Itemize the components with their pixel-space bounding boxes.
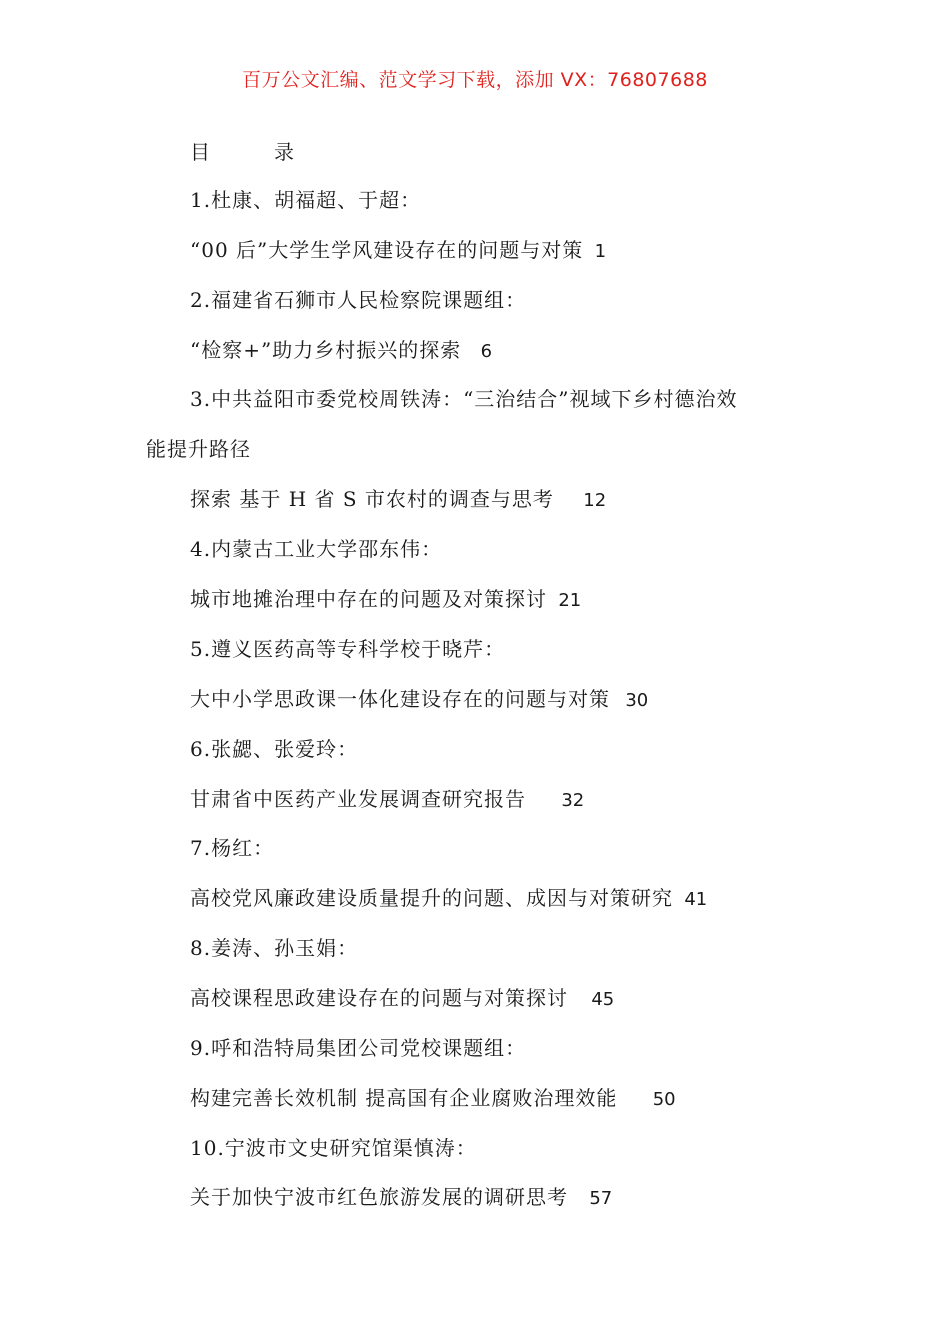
toc-entry-7-line [190, 884, 707, 914]
toc-entry-5-line [190, 685, 648, 715]
toc-entry-9-page: 50 [652, 1089, 676, 1110]
toc-entry-2-page: 6 [480, 341, 493, 362]
toc-entry-1-page: 1 [594, 241, 607, 262]
toc-entry-10-heading: 10.宁波市文史研究馆渠慎涛： [190, 1136, 477, 1160]
toc-entry-10-line [190, 1183, 612, 1213]
toc-entry-4-title: 城市地摊治理中存在的问题及对策探讨 [190, 587, 547, 611]
toc-entry-6-line [190, 785, 584, 815]
toc-entry-5-title: 大中小学思政课一体化建设存在的问题与对策 [190, 687, 610, 711]
toc-entry-10-page: 57 [589, 1188, 613, 1209]
toc-entry-9-heading: 9.呼和浩特局集团公司党校课题组： [190, 1036, 527, 1060]
toc-entry-3-title: 探索 基于 H 省 S 市农村的调查与思考 [190, 487, 554, 511]
toc-entry-8-heading: 8.姜涛、孙玉娟： [190, 936, 359, 960]
toc-entry-2-title: “检察+”助力乡村振兴的探索 [190, 338, 462, 362]
toc-entry-7-title: 高校党风廉政建设质量提升的问题、成因与对策研究 [190, 886, 673, 910]
toc-entry-7-page: 41 [684, 889, 708, 910]
toc-entry-6-page: 32 [561, 790, 585, 811]
toc-entry-4-line [190, 585, 581, 615]
toc-title: 目 录 [190, 140, 316, 164]
toc-entry-10-title: 关于加快宁波市红色旅游发展的调研思考 [190, 1185, 568, 1209]
toc-entry-8-page: 45 [591, 989, 615, 1010]
toc-entry-3-page: 12 [583, 490, 607, 511]
toc-entry-5-page: 30 [625, 690, 649, 711]
toc-entry-4-page: 21 [558, 590, 582, 611]
toc-entry-4-heading: 4.内蒙古工业大学邵东伟： [190, 537, 443, 561]
toc-entry-2-heading: 2.福建省石狮市人民检察院课题组： [190, 288, 527, 312]
toc-entry-8-title: 高校课程思政建设存在的问题与对策探讨 [190, 986, 568, 1010]
toc-entry-6-title: 甘肃省中医药产业发展调查研究报告 [190, 787, 526, 811]
toc-entry-7-heading: 7.杨红： [190, 836, 275, 860]
toc-entry-1-line [190, 236, 606, 266]
toc-entry-6-heading: 6.张勰、张爱玲： [190, 737, 359, 761]
toc-entry-9-line [190, 1084, 676, 1114]
header-banner: 百万公文汇编、范文学习下载，添加 VX：76807688 [242, 69, 708, 91]
toc-entry-3-line [190, 485, 606, 515]
toc-entry-8-line [190, 984, 614, 1014]
toc-entry-1-heading: 1.杜康、胡福超、于超： [190, 188, 422, 212]
toc-entry-5-heading: 5.遵义医药高等专科学校于晓芹： [190, 637, 506, 661]
toc-entry-3-heading: 3.中共益阳市委党校周铁涛：“三治结合”视域下乡村德治效 [190, 387, 738, 411]
toc-entry-3-heading-cont: 能提升路径 [146, 437, 251, 461]
toc-entry-2-line [190, 336, 492, 366]
toc-entry-1-title: “00 后”大学生学风建设存在的问题与对策 [190, 238, 584, 262]
toc-entry-9-title: 构建完善长效机制 提高国有企业腐败治理效能 [190, 1086, 618, 1110]
